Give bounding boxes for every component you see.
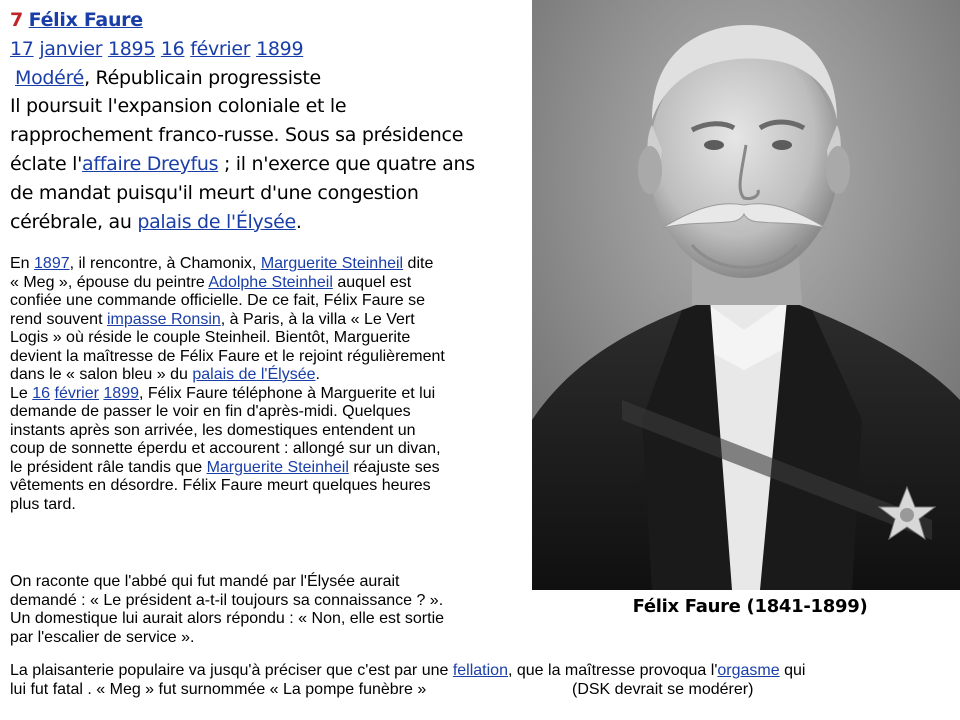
- date-end-month-link[interactable]: février: [190, 37, 251, 60]
- story-line: On raconte que l'abbé qui fut mandé par l'Élysée aurait: [10, 573, 400, 590]
- title-line: [10, 6, 530, 35]
- president-name-link[interactable]: Félix Faure: [28, 9, 143, 31]
- affaire-dreyfus-link[interactable]: affaire Dreyfus: [82, 152, 219, 175]
- summary-line-5: [10, 208, 530, 237]
- story-line: En 1897, il rencontre, à Chamonix, Marguerite Steinheil dite: [10, 255, 434, 272]
- day-16-link[interactable]: 16: [32, 384, 51, 402]
- date-start-month-link[interactable]: janvier: [39, 37, 103, 60]
- story-line: par l'escalier de service ».: [10, 628, 195, 646]
- fevrier-link[interactable]: février: [54, 384, 99, 402]
- fellation-link[interactable]: fellation: [452, 662, 508, 679]
- elysee-link-2[interactable]: palais de l'Élysée: [192, 366, 316, 383]
- anecdote-block: [10, 573, 530, 647]
- president-number: 7: [10, 9, 23, 31]
- story-line: « Meg », épouse du peintre Adolphe Steinheil auquel est: [10, 273, 412, 291]
- party-link[interactable]: Modéré: [15, 66, 85, 89]
- story-line: La plaisanterie populaire va jusqu'à préciser que c'est par une fellation, que la maîtresse provoqua l'orgasme qui: [10, 662, 806, 679]
- summary-text: cérébrale, au: [10, 210, 138, 233]
- story-line: demandé : « Le président a-t-il toujours sa connaissance ? ».: [10, 591, 444, 609]
- story-block: [10, 255, 530, 514]
- summary-text: .: [295, 210, 302, 233]
- portrait-caption: Félix Faure (1841-1899): [632, 596, 868, 617]
- date-end-day-link[interactable]: 16: [160, 37, 185, 60]
- story-line: devient la maîtresse de Félix Faure et le rejoint régulièrement: [10, 347, 445, 365]
- portrait-illustration: [532, 0, 960, 590]
- story-line: instants après son arrivée, les domestiques entendent un: [10, 421, 416, 439]
- year-1897-link[interactable]: 1897: [34, 255, 70, 272]
- date-start-day-link[interactable]: 17: [10, 37, 34, 60]
- summary-line-3: [10, 150, 530, 179]
- marguerite-steinheil-link-2[interactable]: Marguerite Steinheil: [206, 458, 349, 476]
- story-line: lui fut fatal . « Meg » fut surnommée « La pompe funèbre » (DSK devrait se modérer): [10, 680, 754, 698]
- impasse-ronsin-link[interactable]: impasse Ronsin: [106, 310, 221, 328]
- elysee-link[interactable]: palais de l'Élysée: [137, 210, 296, 233]
- dsk-remark: (DSK devrait se modérer): [572, 680, 754, 698]
- summary-text: éclate l': [10, 152, 83, 175]
- story-line: coup de sonnette éperdu et accourent : allongé sur un divan,: [10, 440, 441, 457]
- story-line: rend souvent impasse Ronsin, à Paris, à la villa « Le Vert: [10, 310, 415, 328]
- story-line: Un domestique lui aurait alors répondu : « Non, elle est sortie: [10, 610, 445, 627]
- story-line: demande de passer le voir en fin d'après-midi. Quelques: [10, 403, 411, 420]
- story-line: vêtements en désordre. Félix Faure meurt quelques heures: [10, 477, 431, 494]
- joke-block: [10, 662, 955, 699]
- party-text: , Républicain progressiste: [84, 66, 321, 89]
- header-block: [10, 6, 530, 236]
- story-line: Logis » où réside le couple Steinheil. Bientôt, Marguerite: [10, 329, 411, 346]
- date-end-year-link[interactable]: 1899: [256, 37, 304, 60]
- marguerite-steinheil-link[interactable]: Marguerite Steinheil: [260, 255, 404, 272]
- summary-line-1: Il poursuit l'expansion coloniale et le: [10, 95, 347, 118]
- story-line: plus tard.: [10, 495, 76, 513]
- summary-line-2: rapprochement franco-russe. Sous sa présidence: [10, 124, 464, 147]
- story-line: le président râle tandis que Marguerite Steinheil réajuste ses: [10, 458, 440, 476]
- summary-line-4: de mandat puisqu'il meurt d'une congestion: [10, 181, 419, 204]
- adolphe-steinheil-link[interactable]: Adolphe Steinheil: [208, 273, 333, 291]
- summary-text: ; il n'exerce que quatre ans: [218, 152, 475, 175]
- party-line: [10, 64, 530, 93]
- story-line: Le 16 février 1899, Félix Faure téléphone à Marguerite et lui: [10, 384, 436, 402]
- orgasme-link[interactable]: orgasme: [717, 662, 780, 679]
- date-start-year-link[interactable]: 1895: [107, 37, 156, 60]
- year-1899-link[interactable]: 1899: [103, 384, 139, 402]
- story-line: confiée une commande officielle. De ce fait, Félix Faure se: [10, 292, 426, 309]
- dates-line: [10, 35, 530, 64]
- story-line: dans le « salon bleu » du palais de l'Élysée.: [10, 366, 320, 383]
- portrait-photo: [532, 0, 960, 590]
